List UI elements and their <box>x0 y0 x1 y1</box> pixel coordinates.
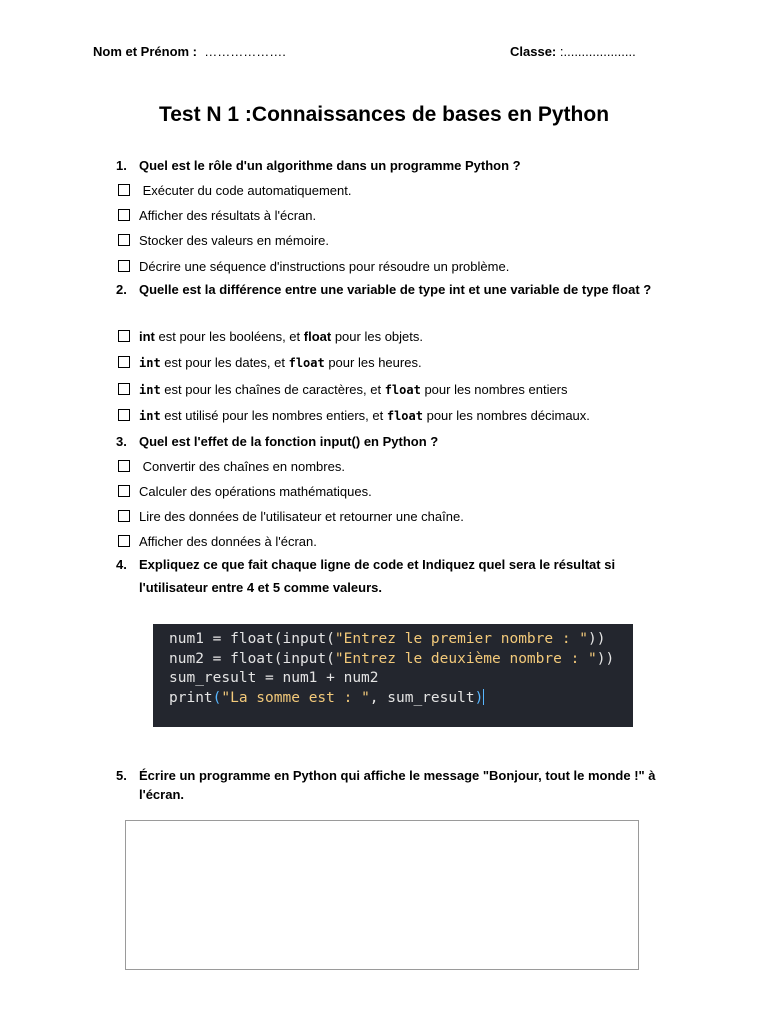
q2-option-4[interactable] <box>118 408 590 424</box>
q3-option-2[interactable] <box>118 484 372 500</box>
answer-box[interactable] <box>125 820 639 970</box>
q2-option-1[interactable] <box>118 329 423 345</box>
page-title: Test N 1 :Connaissances de bases en Python <box>158 103 610 126</box>
name-blank: ………………. <box>204 44 286 59</box>
code-line-2: num2 = float(input("Entrez le deuxième nombre : ")) <box>169 650 615 667</box>
checkbox[interactable] <box>118 356 130 368</box>
checkbox[interactable] <box>118 409 130 421</box>
keyword-int: int <box>139 329 155 344</box>
checkbox[interactable] <box>118 485 130 497</box>
code-snippet <box>153 624 633 727</box>
checkbox[interactable] <box>118 510 130 522</box>
question-2 <box>116 278 661 301</box>
question-number: 5. <box>116 768 127 783</box>
option-text: pour les nombres entiers <box>420 382 568 397</box>
option-text: est pour les chaînes de caractères, et <box>160 382 385 397</box>
option-label: Exécuter du code automatiquement. <box>139 183 352 198</box>
class-blank: :.................... <box>559 44 636 59</box>
option-label: Afficher des données à l'écran. <box>139 534 317 549</box>
keyword-float: float <box>303 329 332 344</box>
checkbox[interactable] <box>118 383 130 395</box>
q1-option-1[interactable] <box>118 183 351 199</box>
keyword-int: int <box>139 383 161 397</box>
checkbox[interactable] <box>118 330 130 342</box>
keyword-float: float <box>386 409 423 423</box>
question-4 <box>116 553 661 599</box>
name-label: Nom et Prénom : <box>93 44 198 59</box>
q3-option-1[interactable] <box>118 459 345 475</box>
question-text: Quelle est la différence entre une variable de type int et une variable de type float ? <box>139 282 652 297</box>
question-5 <box>116 766 661 804</box>
option-text: est utilisé pour les nombres entiers, et <box>160 408 387 423</box>
question-number: 2. <box>116 282 127 297</box>
checkbox[interactable] <box>118 234 130 246</box>
question-text: Expliquez ce que fait chaque ligne de code et Indiquez quel sera le résultat si l'utilisateur entre 4 et 5 comme valeurs. <box>139 557 616 595</box>
q2-option-3[interactable] <box>118 382 568 398</box>
option-label: Décrire une séquence d'instructions pour résoudre un problème. <box>139 259 510 274</box>
question-text: Écrire un programme en Python qui affiche le message "Bonjour, tout le monde !" à l'écran. <box>139 768 656 802</box>
q1-option-4[interactable] <box>118 259 509 275</box>
question-text: Quel est le rôle d'un algorithme dans un programme Python ? <box>139 158 521 173</box>
q1-option-2[interactable] <box>118 208 316 224</box>
keyword-float: float <box>288 356 325 370</box>
q2-option-2[interactable] <box>118 355 422 371</box>
option-label: Calculer des opérations mathématiques. <box>139 484 372 499</box>
keyword-int: int <box>139 409 161 423</box>
option-label: Stocker des valeurs en mémoire. <box>139 233 330 248</box>
option-text: est pour les dates, et <box>160 355 289 370</box>
class-field <box>510 44 636 59</box>
keyword-float: float <box>384 383 421 397</box>
keyword-int: int <box>139 356 161 370</box>
option-label: Convertir des chaînes en nombres. <box>139 459 345 474</box>
checkbox[interactable] <box>118 460 130 472</box>
option-label: Afficher des résultats à l'écran. <box>139 208 317 223</box>
question-number: 3. <box>116 434 127 449</box>
text-cursor <box>483 689 484 705</box>
question-number: 1. <box>116 158 127 173</box>
q1-option-3[interactable] <box>118 233 329 249</box>
q3-option-4[interactable] <box>118 534 317 550</box>
option-text: pour les objets. <box>331 329 423 344</box>
code-line-4: print("La somme est : ", sum_result) <box>169 689 484 706</box>
question-text: Quel est l'effet de la fonction input() en Python ? <box>139 434 439 449</box>
question-3 <box>116 430 661 453</box>
option-text: pour les nombres décimaux. <box>422 408 590 423</box>
checkbox[interactable] <box>118 535 130 547</box>
checkbox[interactable] <box>118 260 130 272</box>
code-line-1: num1 = float(input("Entrez le premier nombre : ")) <box>169 631 606 647</box>
name-field <box>93 44 286 59</box>
class-label: Classe: <box>510 44 557 59</box>
code-line-3: sum_result = num1 + num2 <box>169 670 379 686</box>
q3-option-3[interactable] <box>118 509 464 525</box>
checkbox[interactable] <box>118 184 130 196</box>
question-number: 4. <box>116 557 127 572</box>
option-label: Lire des données de l'utilisateur et retourner une chaîne. <box>139 509 464 524</box>
question-1 <box>116 154 661 177</box>
option-text: est pour les booléens, et <box>154 329 304 344</box>
checkbox[interactable] <box>118 209 130 221</box>
option-text: pour les heures. <box>324 355 422 370</box>
